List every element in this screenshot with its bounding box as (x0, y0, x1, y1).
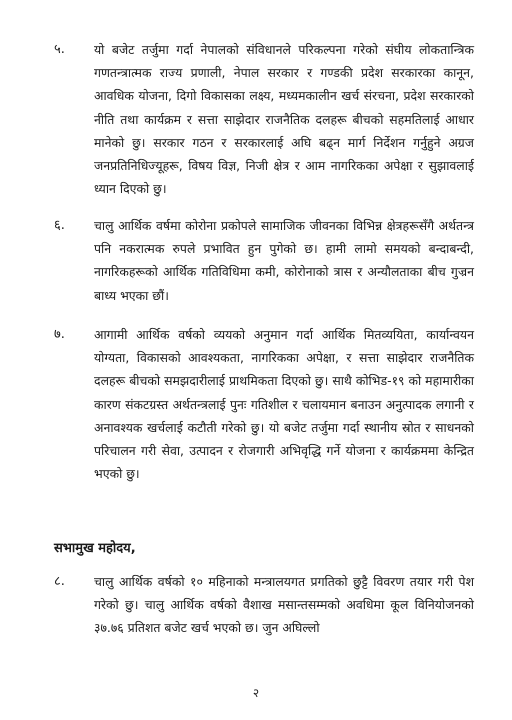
paragraph-8 (54, 570, 474, 640)
paragraph-number: ५. (54, 42, 65, 57)
paragraph-text: चालु आर्थिक वर्षको १० महिनाको मन्त्रालयगत प्रगतिको छुट्टै विवरण तयार गरी पेश गरेको छु। चालु आर्थिक वर्षको वैशाख मसान्तसम्मको अवधिमा कूल विनियोजनको ३७.७६ प्रतिशत बजेट खर्च भएको छ। जुन अघिल्लो (94, 574, 474, 636)
page-number: २ (252, 686, 260, 700)
paragraph-7 (54, 323, 474, 485)
paragraph-number: ८. (54, 574, 65, 589)
paragraph-number: ७. (54, 327, 65, 342)
paragraph-text: आगामी आर्थिक वर्षको व्ययको अनुमान गर्दा आर्थिक मितव्ययिता, कार्यान्वयन योग्यता, विकासको आवश्यकता, नागरिकका अपेक्षा, र सत्ता साझेदार राजनैतिक दलहरू बीचको समझदारीलाई प्राथमिकता दिएको छु। साथै कोभिड-१९ को महामारीका कारण संकटग्रस्त अर्थतन्त्रलाई पुनः गतिशील र चलायमान बनाउन अनुत्पादक लगानी र अनावश्यक खर्चलाई कटौती गरेको छु। यो बजेट तर्जुमा गर्दा स्थानीय स्रोत र साधनको परिचालन गरी सेवा, उत्पादन र रोजगारी अभिवृद्धि गर्ने योजना र कार्यक्रममा केन्द्रित भएको छु। (94, 327, 474, 482)
section-heading: सभामुख महोदय, (54, 541, 136, 556)
paragraph-number: ६. (54, 218, 65, 233)
paragraph-5 (54, 38, 474, 200)
paragraph-6 (54, 214, 474, 307)
paragraph-text: यो बजेट तर्जुमा गर्दा नेपालको संविधानले परिकल्पना गरेको संघीय लोकतान्त्रिक गणतन्त्रात्मक राज्य प्रणाली, नेपाल सरकार र गण्डकी प्रदेश सरकारका कानून, आवधिक योजना, दिगो विकासका लक्ष्य, मध्यमकालीन खर्च संरचना, प्रदेश सरकारको नीति तथा कार्यक्रम र सत्ता साझेदार राजनैतिक दलहरू बीचको सहमतिलाई आधार मानेको छु। सरकार गठन र सरकारलाई अघि बढ्न मार्ग निर्देशन गर्नुहुने अग्रज जनप्रतिनिधिज्यूहरू, विषय विज्ञ, निजी क्षेत्र र आम नागरिकका अपेक्षा र सुझावलाई ध्यान दिएको छु। (94, 42, 474, 197)
paragraph-text: चालु आर्थिक वर्षमा कोरोना प्रकोपले सामाजिक जीवनका विभिन्न क्षेत्रहरूसँगै अर्थतन्त्र पनि नकरात्मक रुपले प्रभावित हुन पुगेको छ। हामी लामो समयको बन्दाबन्दी, नागरिकहरूको आर्थिक गतिविधिमा कमी, कोरोनाको त्रास र अन्यौलताका बीच गुज्रन बाध्य भएका छौं। (94, 218, 474, 303)
